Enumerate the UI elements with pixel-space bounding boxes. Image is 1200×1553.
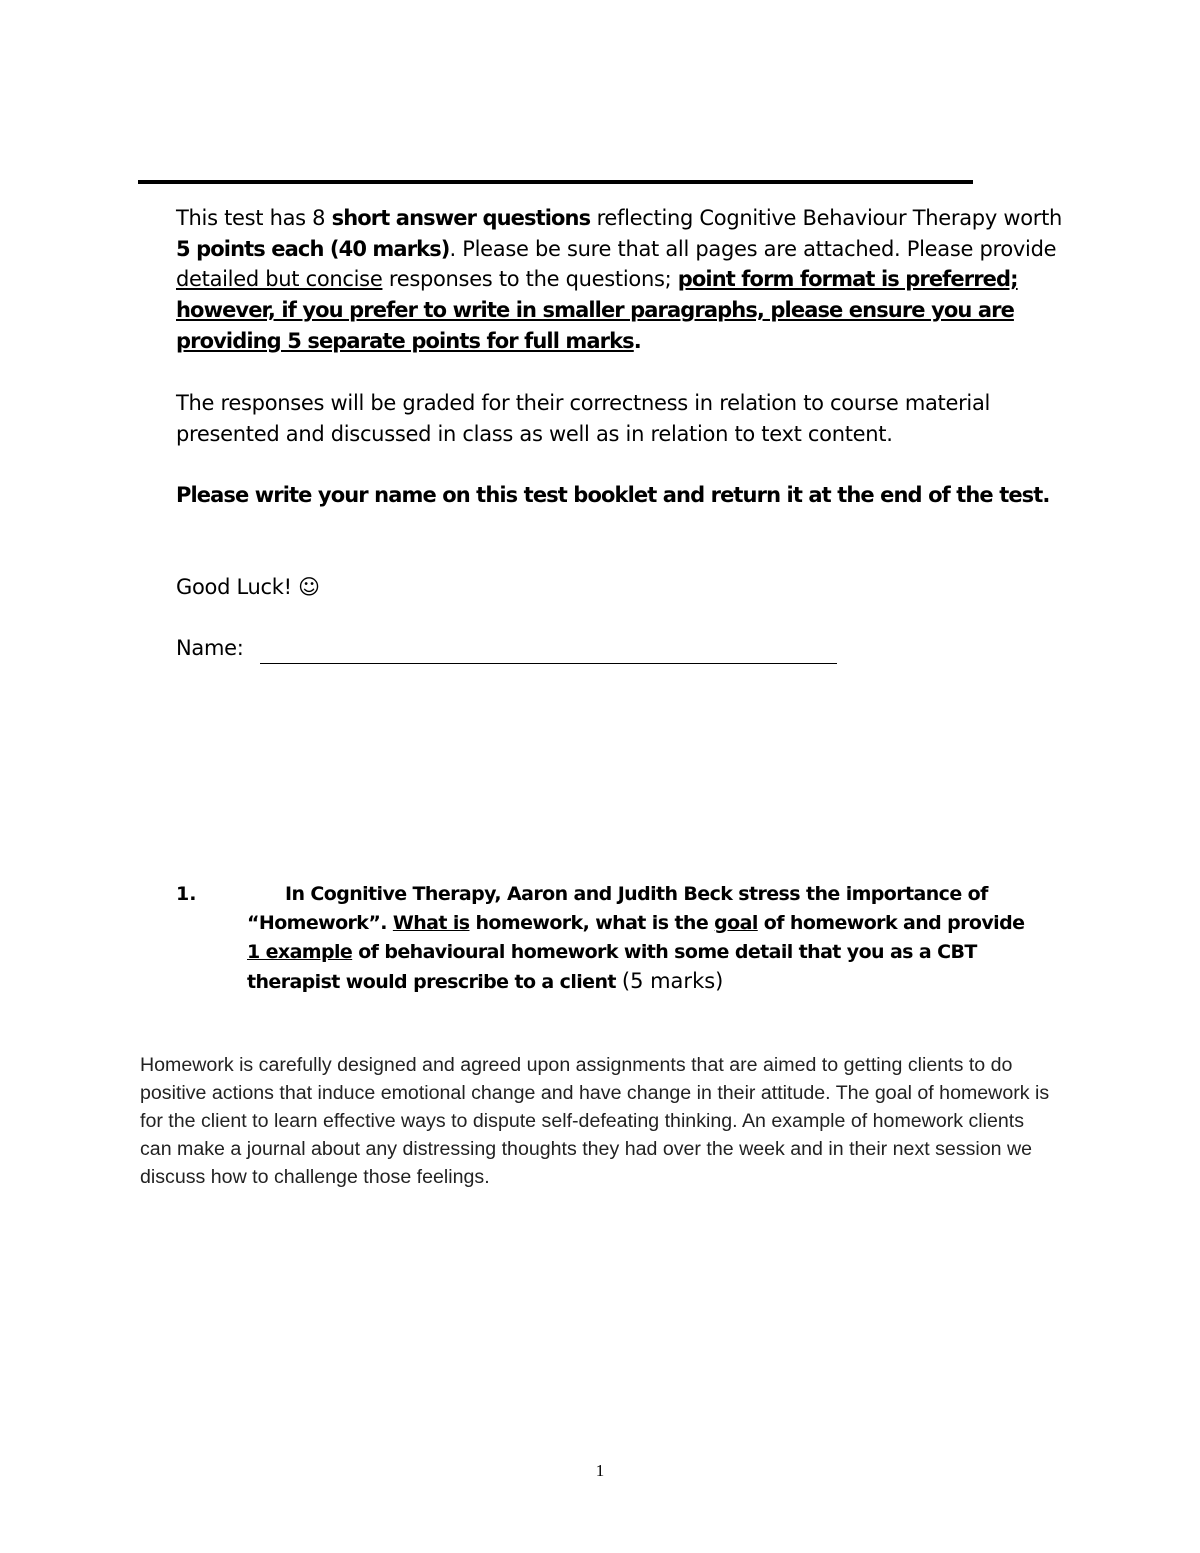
intro-text: This test has 8 bbox=[176, 206, 332, 230]
intro-bold-underlined-format: point form format is preferred; however, if you prefer to write in smaller paragraphs, please ensure you are providing 5 separate points for full marks bbox=[176, 267, 1018, 353]
question-text bbox=[247, 880, 1037, 997]
grading-paragraph: The responses will be graded for their correctness in relation to course material presented and discussed in class as well as in relation to text content. bbox=[176, 391, 991, 446]
question-underlined-example: 1 example bbox=[247, 941, 353, 963]
intro-period: . bbox=[633, 328, 641, 353]
page-number: 1 bbox=[595, 1461, 605, 1480]
name-blank-line[interactable] bbox=[260, 641, 837, 664]
intro-bold-short-answer: short answer questions bbox=[331, 206, 591, 230]
question-segment: homework, what is the bbox=[469, 912, 715, 934]
good-luck-text: Good Luck! ☺ bbox=[176, 575, 320, 599]
intro-text: reflecting Cognitive Behaviour Therapy worth bbox=[590, 206, 1063, 230]
question-segment: of behavioural homework with some detail that you as a CBT therapist would prescribe to a client bbox=[247, 941, 977, 993]
instruction-paragraph: Please write your name on this test booklet and return it at the end of the test. bbox=[176, 483, 1050, 507]
answer-paragraph: Homework is carefully designed and agreed upon assignments that are aimed to getting clients to do positive actions that induce emotional change and have change in their attitude. The goal of homework is for the client to learn effective ways to dispute self-defeating thinking. An example of homework clients can make a journal about any distressing thoughts they had over the week and in their next session we discuss how to challenge those feelings. bbox=[140, 1054, 1050, 1188]
intro-text: . Please be sure that all pages are attached. Please provide bbox=[449, 236, 1057, 261]
name-row bbox=[176, 633, 837, 664]
question-marks: (5 marks) bbox=[621, 969, 724, 993]
intro-underlined-detailed: detailed but concise bbox=[176, 267, 383, 292]
question-underlined-goal: goal bbox=[714, 912, 758, 934]
question-number: 1. bbox=[176, 883, 197, 905]
question-segment: of homework and provide bbox=[757, 912, 1025, 934]
question-underlined-what-is: What is bbox=[392, 912, 470, 934]
intro-bold-points: 5 points each (40 marks) bbox=[176, 236, 450, 261]
name-label: Name: bbox=[176, 636, 244, 660]
header-rule bbox=[138, 180, 973, 184]
intro-paragraph bbox=[176, 203, 1066, 357]
question-segment: In Cognitive Therapy, Aaron and Judith Beck stress the importance of “Homework”. bbox=[247, 883, 988, 934]
intro-text: responses to the questions; bbox=[382, 267, 678, 292]
